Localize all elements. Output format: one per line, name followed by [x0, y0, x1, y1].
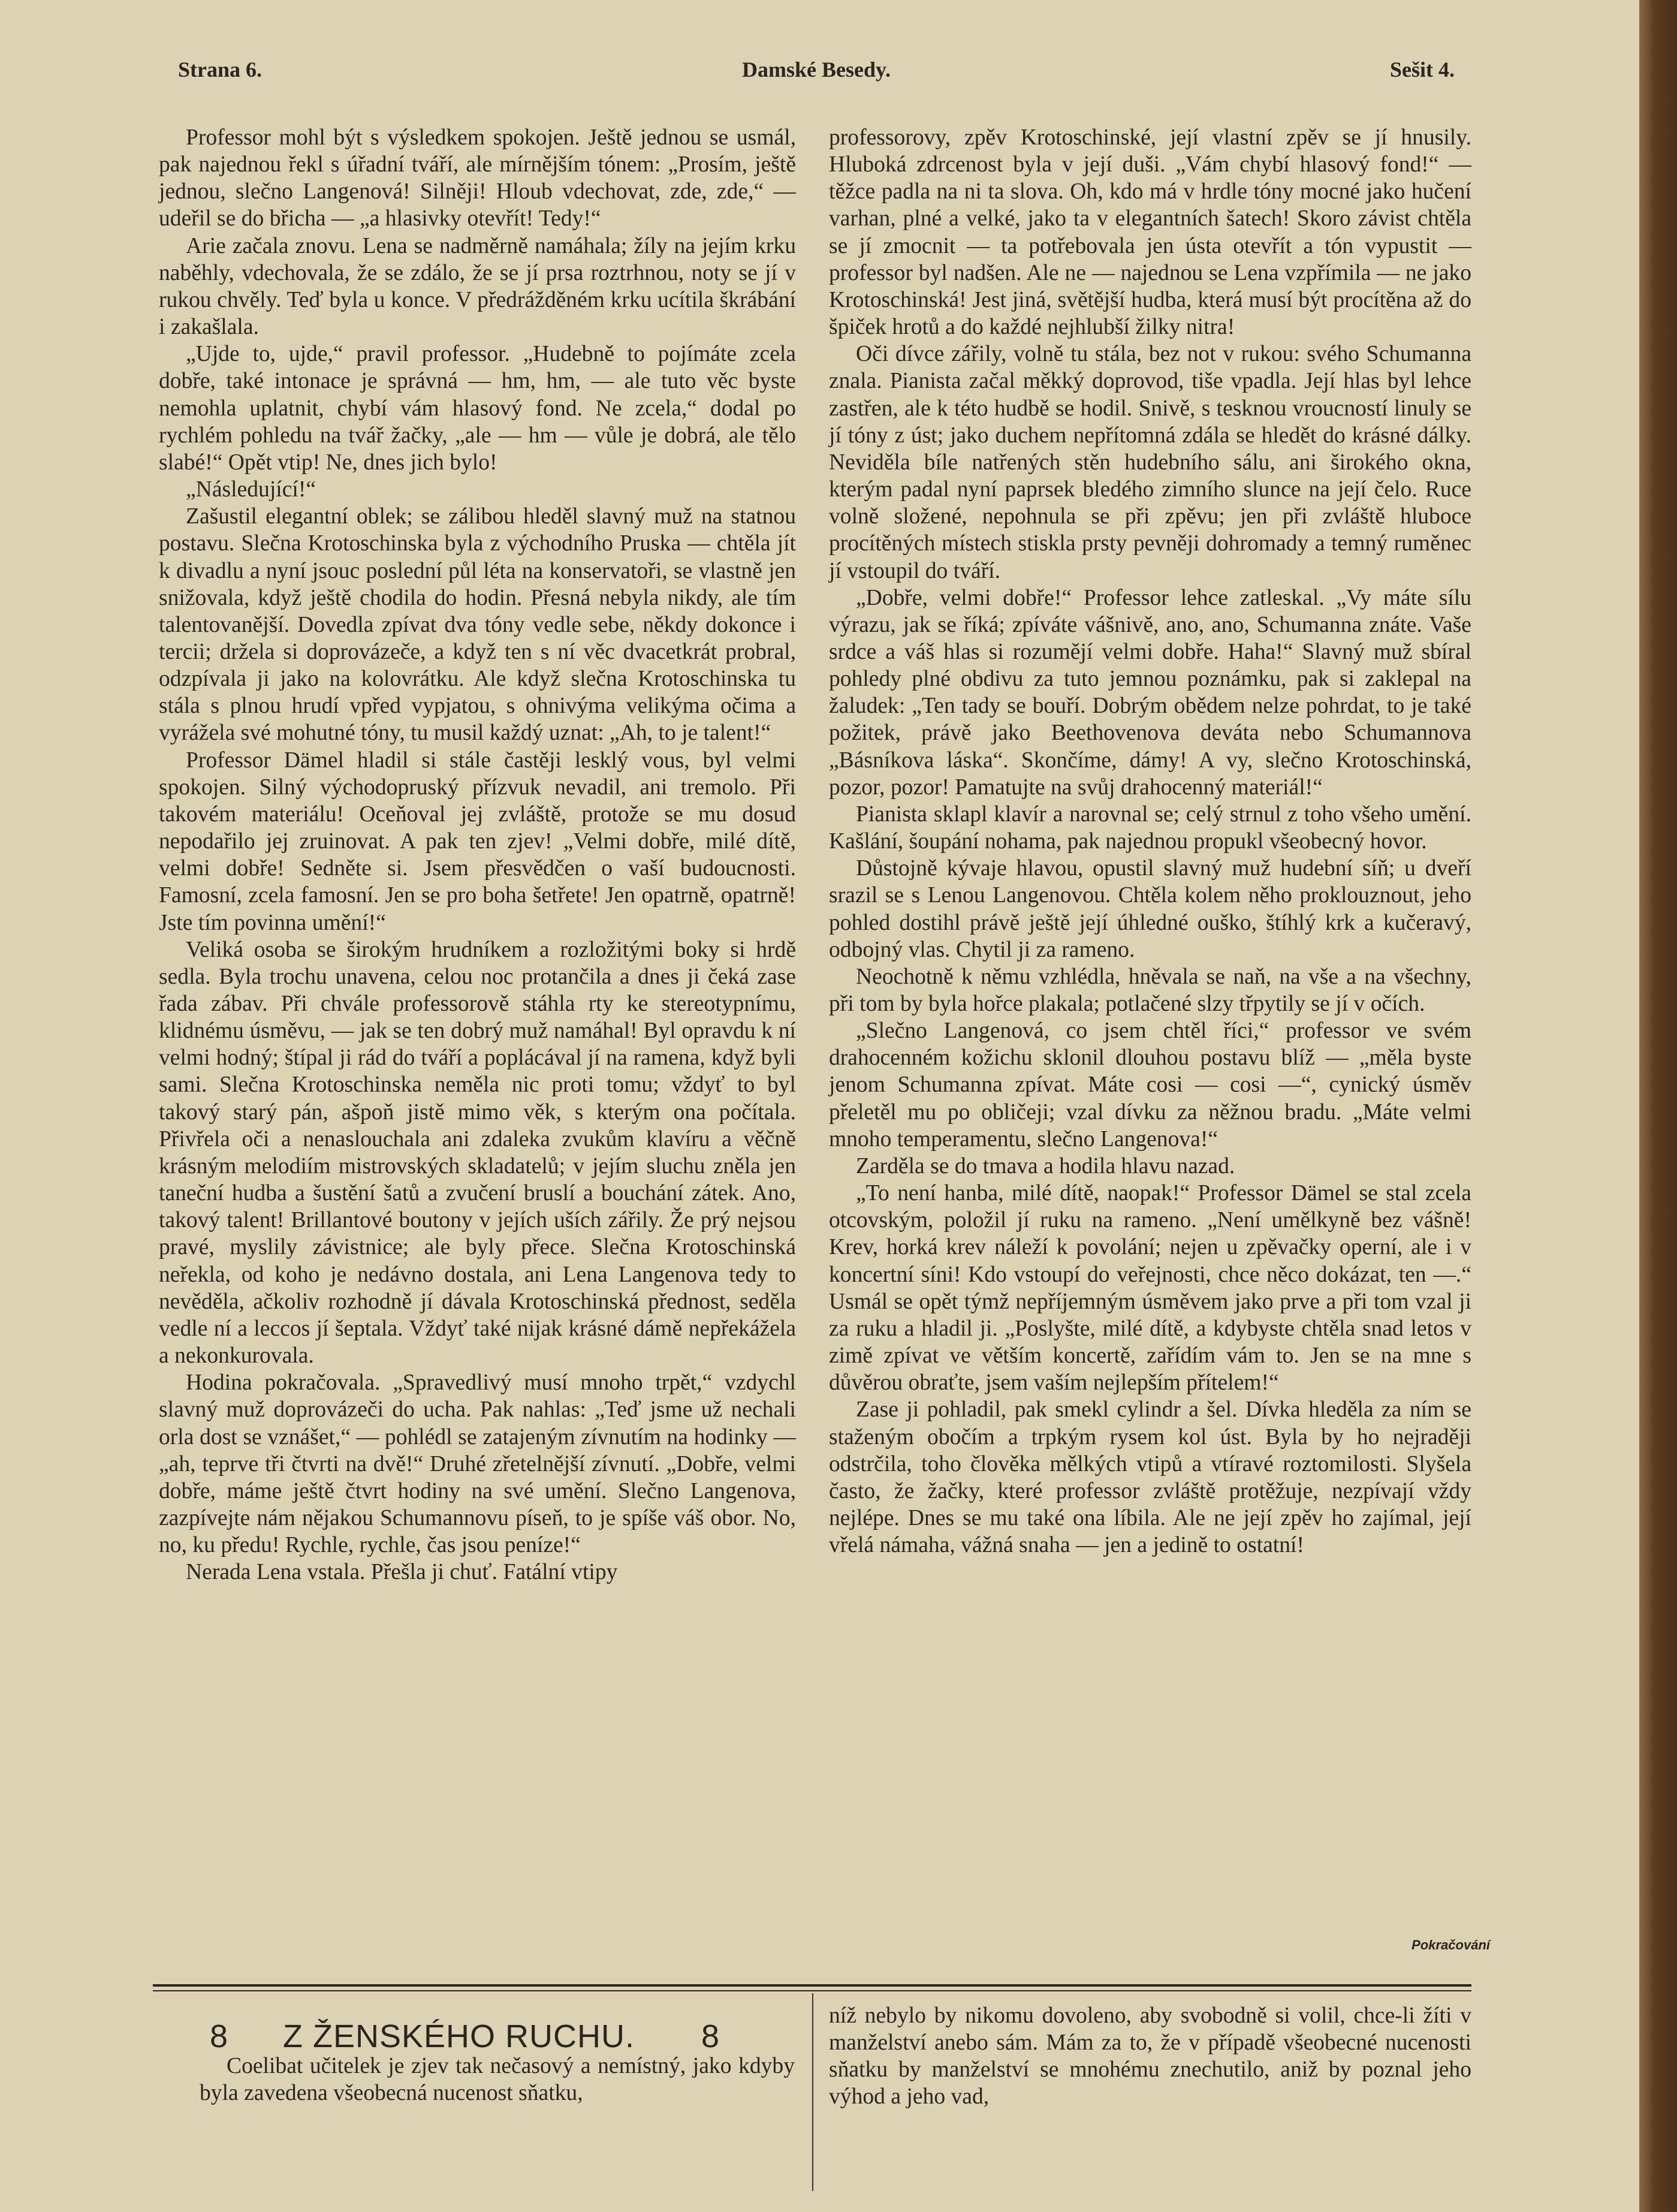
paragraph: Arie začala znovu. Lena se nadměrně namáhala; žíly na jejím krku naběhly, vdechovala, že se zdálo, že se jí prsa roztrhnou, noty se jí v rukou chvěly. Teď byla u konce. V předrážděném krku ucítila škrábání i zakašlala.: [159, 233, 796, 340]
paragraph: Coelibat učitelek je zjev tak nečasový a nemístný, jako kdyby byla zavedena všeobecná nucenost sňatku,: [200, 2054, 795, 2106]
ornament-icon: 8: [210, 2018, 228, 2054]
paragraph: Pianista sklapl klavír a narovnal se; celý strnul z toho všeho umění. Kašlání, šoupání nohama, pak najednou propukl všeobecný hovor.: [829, 801, 1471, 854]
paragraph: Professor Dämel hladil si stále častěji lesklý vous, byl velmi spokojen. Silný východopruský přízvuk nevadil, ani tremolo. Při takovém materiálu! Oceňoval jej zvláště, protože se mu dosud nepodařilo jej zruinovat. A pak ten zjev! „Velmi dobře, milé dítě, velmi dobře! Sedněte si. Jsem přesvědčen o vaší budoucnosti. Famosní, zcela famosní. Jen se pro boha šetřete! Jen opatrně, opatrně! Jste tím povinna umění!“: [159, 748, 796, 935]
paragraph: „Ujde to, ujde,“ pravil professor. „Hudebně to pojímáte zcela dobře, také intonace je správná — hm, hm, — ale tuto věc byste nemohla uplatnit, chybí vám hlasový fond. Ne zcela,“ dodal po rychlém pohledu na tvář žačky, „ale — hm — vůle je dobrá, ale tělo slabé!“ Opět vtip! Ne, dnes jich bylo!: [159, 342, 796, 475]
paragraph: „Slečno Langenová, co jsem chtěl říci,“ professor ve svém drahocenném kožichu sklonil dlouhou postavu blíž — „měla byste jenom Schumanna zpívat. Máte cosi — cosi —“, cynický úsměv přeletěl mu po obličeji; vzal dívku za něžnou bradu. „Máte velmi mnoho temperamentu, slečno Langenova!“: [829, 1018, 1471, 1152]
paragraph: „Následující!“: [186, 477, 316, 502]
paragraph: Důstojně kývaje hlavou, opustil slavný muž hudební síň; u dveří srazil se s Lenou Langenovou. Chtěla kolem něho proklouznout, jeho pohled dostihl právě ještě její úhledné ouško, štíhlý krk a kučeravý, odbojný vlas. Chytil ji za rameno.: [829, 856, 1471, 962]
paragraph: níž nebylo by nikomu dovoleno, aby svobodně si volil, chce-li žíti v manželství anebo sám. Mám za to, že v případě všeobecné nucenosti sňatku by manželství se mnohému znechutilo, aniž by poznal jeho výhod a jeho vad,: [829, 2003, 1471, 2109]
paragraph: Nerada Lena vstala. Přešla ji chuť. Fatální vtipy: [186, 1560, 618, 1585]
paragraph: Professor mohl být s výsledkem spokojen. Ještě jednou se usmál, pak najednou řekl s úřadní tváří, ale mírnějším tónem: „Prosím, ještě jednou, slečno Langenová! Silněji! Hloub vdechovat, zde, zde,“ — udeřil se do břicha — „a hlasivky otevřít! Tedy!“: [159, 125, 796, 231]
paragraph: Hodina pokračovala. „Spravedlivý musí mnoho trpět,“ vzdychl slavný muž doprovázeči do ucha. Pak nahlas: „Teď jsme už nechali orla dost se vznášet,“ — pohlédl se zatajeným zívnutím na hodinky — „ah, teprve tři čtvrti na dvě!“ Druhé zřetelnější zívnutí. „Dobře, velmi dobře, máme ještě čtvrt hodiny na své umění. Slečno Langenova, zazpívejte nám nějakou Schumannovu píseň, to je spíše váš obor. No, no, ku předu! Rychle, rychle, čas jsou peníze!“: [159, 1370, 796, 1558]
paragraph: Zašustil elegantní oblek; se zálibou hleděl slavný muž na statnou postavu. Slečna Krotoschinska byla z východního Pruska — chtěla jít k divadlu a nyní jsouc poslední půl léta na konservatoři, se vlastně jen snižovala, když ještě chodila do hodin. Přesná nebyla nikdy, ale tím talentovanější. Dovedla zpívat dva tóny vedle sebe, někdy dokonce i tercii; držela si doprovázeče, a když ten s ní věc dvacetkrát probral, odzpívala ji jako na kolovrátku. Ale když slečna Krotoschinska tu stála s plnou hrudí vpřed vypjatou, s ohnivýma velikýma očima a vyrážela své mohutné tóny, tu musil každý uznat: „Ah, to je talent!“: [159, 504, 796, 746]
section-divider-thin: [153, 1990, 1471, 1991]
ornament-icon: 8: [701, 2018, 720, 2054]
page-number: Strana 6.: [178, 58, 263, 82]
paragraph: „Dobře, velmi dobře!“ Professor lehce zatleskal. „Vy máte sílu výrazu, jak se říká; zpíváte vášnivě, ano, ano, Schumanna znáte. Vaše srdce a váš hlas si rozumějí velmi dobře. Haha!“ Slavný muž sbíral pohledy plné obdivu za tuto jemnou poznámku, pak si zaklepal na žaludek: „Ten tady se bouří. Dobrým obědem nelze pohrdat, to je také požitek, právě jako Beethovenova deváta nebo Schumannova „Básníkova láska“. Skončíme, dámy! A vy, slečno Krotoschinská, pozor, pozor! Pamatujte na svůj drahocenný materiál!“: [829, 585, 1471, 800]
section-title: Z ŽENSKÉHO RUCHU.: [283, 2018, 635, 2054]
column-divider: [812, 1993, 813, 2191]
paragraph: Zase ji pohladil, pak smekl cylindr a šel. Dívka hleděla za ním se staženým obočím a trpkým rysem kol úst. Byla by ho nejraději odstrčila, toho člověka mělkých vtipů a vtíravé roztomilosti. Slyšela často, že žačky, které professor zvláště protěžuje, nezpívají vždy nejlépe. Dnes se mu také ona líbila. Ale ne její zpěv ho zajímal, její vřelá námaha, vážná snaha — jen a jedině to ostatní!: [829, 1397, 1471, 1558]
section-divider: [153, 1984, 1471, 1987]
paragraph: professorovy, zpěv Krotoschinské, její vlastní zpěv se jí hnusily. Hluboká zdrcenost byla v její duši. „Vám chybí hlasový fond!“ — těžce padla na ni ta slova. Oh, kdo má v hrdle tóny mocné jako hučení varhan, plné a velké, jako ta v elegantních šatech! Skoro závist chtěla se jí zmocnit — ta potřebovala jen ústa otevřít a tón vypustit — professor byl nadšen. Ale ne — najednou se Lena vzpřímila — ne jako Krotoschinská! Jest jiná, světější hudba, která musí být procítěna až do špiček hrotů a do každé nejhlubší žilky nitra!: [829, 125, 1471, 340]
magazine-title: Damské Besedy.: [741, 58, 891, 82]
section-column-right: [829, 2002, 1471, 2111]
paragraph: Oči dívce zářily, volně tu stála, bez not v rukou: svého Schumanna znala. Pianista začal měkký doprovod, tiše vpadla. Její hlas byl lehce zastřen, ale k této hudbě se hodil. Snivě, s tesknou vroucností linuly se jí tóny z úst; jako duchem nepřítomná zdála se hledět do krásné dálky. Neviděla bíle natřených stěn hudebního sálu, ani širokého okna, kterým padal nyní paprsek bledého zimního slunce na její čelo. Ruce volně složené, nepohnula se při zpěvu; jen při zvláště hluboce procítěných místech stiskla prsty pevněji dohromady a temný ruměnec jí vstoupil do tváří.: [829, 342, 1471, 583]
paragraph: „To není hanba, milé dítě, naopak!“ Professor Dämel se stal zcela otcovským, položil jí ruku na rameno. „Není umělkyně bez vášně! Krev, horká krev náleží k povolání; nejen u zpěvačky operní, ale i v koncertní síni! Kdo vstoupí do veřejnosti, chce něco dokázat, ten —.“ Usmál se opět týmž nepříjemným úsměvem jako prve a při tom vzal ji za ruku a hladil ji. „Poslyšte, milé dítě, a kdybyste chtěla snad letos v zimě zpívat ve větším koncertě, zařídím vám to. Jen se na mne s důvěrou obraťte, jsem vaším nejlepším přítelem!“: [829, 1181, 1471, 1396]
page-header: [178, 57, 1455, 93]
story-column-right: [829, 124, 1471, 1559]
section-column-left: [200, 2053, 795, 2106]
issue-number: Sešit 4.: [1390, 58, 1455, 82]
story-column-left: [159, 124, 796, 1586]
binding-edge: [1639, 0, 1677, 2212]
paragraph: Veliká osoba se širokým hrudníkem a rozložitými boky si hrdě sedla. Byla trochu unavena, celou noc protančila a dnes ji čeká zase řada zábav. Při chvále professorově stáhla rty ke stereotypnímu, klidnému úsměvu, — jak se ten dobrý muž namáhal! Byl opravdu k ní velmi hodný; štípal ji rád do tváří a poplácával jí na ramena, když byli sami. Slečna Krotoschinska neměla nic proti tomu; vždyť to byl takový starý pán, ašpoň jistě mimo věk, s kterým ona počítala. Přivřela oči a nenaslouchala ani zdaleka zvukům klavíru a věčně krásným melodiím mistrovských skladatelů; v jejím sluchu zněla jen taneční hudba a šustění šatů a zvučení bruslí a bouchání zátek. Ano, takový talent! Brillantové boutony v jejích uších zářily. Že prý nejsou pravé, myslily závistnice; ale byly přece. Slečna Krotoschinská neřekla, od koho je nedávno dostala, ani Lena Langenova tedy to nevěděla, ačkoliv rozhodně jí dávala Krotoschinská přednost, seděla vedle ní a leccos jí šeptala. Vždyť také nijak krásné dámě nepřekážela a nekonkurovala.: [159, 937, 796, 1369]
paragraph: Zarděla se do tmava a hodila hlavu nazad.: [856, 1153, 1235, 1179]
continued-note: Pokračování: [1411, 1937, 1490, 1952]
paragraph: Neochotně k němu vzhlédla, hněvala se naň, na vše a na všechny, při tom by byla hořce plakala; potlačené slzy třpytily se jí v očích.: [829, 964, 1471, 1016]
